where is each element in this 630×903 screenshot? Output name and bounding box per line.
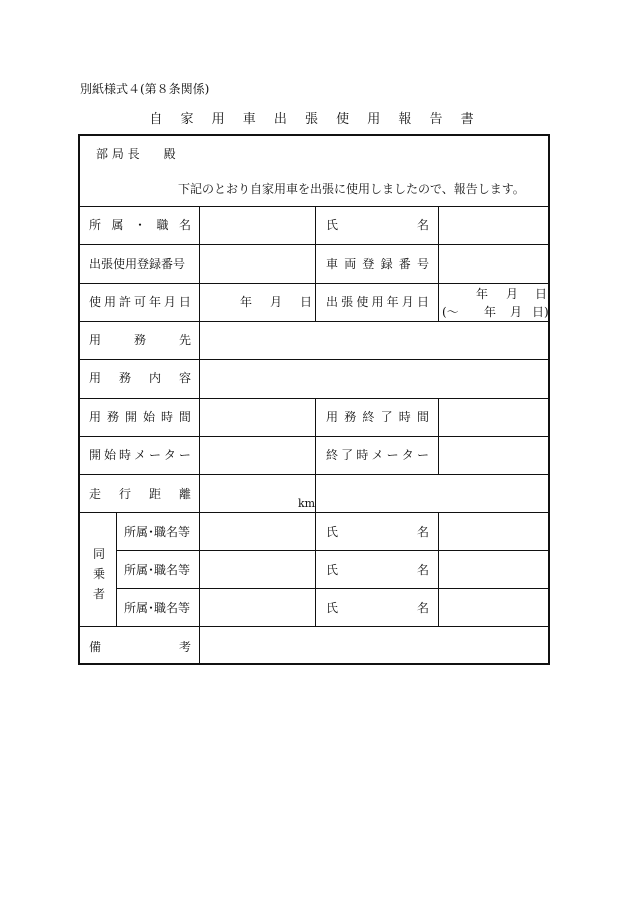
label-distance: 走 行 距 離 bbox=[89, 487, 191, 501]
affiliation-field[interactable] bbox=[200, 207, 314, 243]
label-name: 氏 名 bbox=[326, 218, 429, 232]
label-trip-date: 出 張 使 用 年 月 日 bbox=[326, 295, 429, 309]
permit-month-unit: 月 bbox=[270, 295, 283, 309]
label-start-meter: 開 始 時 メ ー タ ー bbox=[89, 448, 191, 462]
addressee: 部 局 長 殿 bbox=[96, 147, 176, 161]
label-end-meter: 終 了 時 メ ー タ ー bbox=[326, 448, 429, 462]
trip-range-month-unit: 月 bbox=[510, 305, 523, 319]
trip-range-close: 日) bbox=[532, 305, 549, 319]
passenger-1-name-field[interactable] bbox=[439, 513, 547, 549]
column-divider bbox=[315, 512, 316, 626]
trip-range-open: (～ bbox=[442, 305, 459, 319]
label-registration-no: 出張使用登録番号 bbox=[89, 257, 186, 271]
end-meter-field[interactable] bbox=[439, 437, 547, 473]
column-divider bbox=[315, 398, 316, 474]
trip-year-unit: 年 bbox=[476, 287, 489, 301]
label-passengers: 同乗者 bbox=[92, 547, 105, 601]
passenger-3-affiliation-label: 所属･職名等 bbox=[124, 601, 191, 615]
permit-day-unit: 日 bbox=[300, 295, 313, 309]
passenger-3-name-field[interactable] bbox=[439, 589, 547, 625]
distance-field[interactable] bbox=[200, 475, 314, 511]
destination-field[interactable] bbox=[200, 322, 547, 358]
column-divider bbox=[116, 512, 117, 626]
end-time-field[interactable] bbox=[439, 399, 547, 435]
purpose-field[interactable] bbox=[200, 360, 547, 397]
passenger-1-affiliation-label: 所属･職名等 bbox=[124, 525, 191, 539]
document-title: 自 家 用 車 出 張 使 用 報 告 書 bbox=[149, 112, 481, 127]
report-form-table bbox=[78, 134, 550, 665]
column-divider bbox=[315, 206, 316, 321]
start-time-field[interactable] bbox=[200, 399, 314, 435]
start-meter-field[interactable] bbox=[200, 437, 314, 473]
passenger-2-affiliation-field[interactable] bbox=[200, 551, 314, 587]
intro-statement: 下記のとおり自家用車を出張に使用しましたので、報告します。 bbox=[178, 182, 525, 196]
form-note: 別紙様式４(第８条関係) bbox=[80, 82, 210, 96]
passenger-1-name-label: 氏 名 bbox=[326, 525, 429, 539]
label-vehicle-no: 車 両 登 録 番 号 bbox=[326, 257, 429, 271]
column-divider bbox=[315, 474, 316, 512]
remarks-field[interactable] bbox=[200, 627, 547, 663]
row-divider bbox=[80, 474, 548, 475]
label-purpose: 用 務 内 容 bbox=[89, 371, 191, 385]
passenger-1-affiliation-field[interactable] bbox=[200, 513, 314, 549]
passenger-2-name-label: 氏 名 bbox=[326, 563, 429, 577]
trip-range-year-unit: 年 bbox=[484, 305, 497, 319]
passenger-3-affiliation-field[interactable] bbox=[200, 589, 314, 625]
trip-day-unit: 日 bbox=[535, 287, 548, 301]
label-remarks: 備 考 bbox=[89, 640, 191, 654]
passenger-2-affiliation-label: 所属･職名等 bbox=[124, 563, 191, 577]
label-permit-date: 使 用 許 可 年 月 日 bbox=[89, 295, 191, 309]
label-start-time: 用 務 開 始 時 間 bbox=[89, 410, 191, 424]
label-destination: 用 務 先 bbox=[89, 333, 191, 347]
km-unit: km bbox=[298, 497, 316, 510]
label-end-time: 用 務 終 了 時 間 bbox=[326, 410, 429, 424]
permit-year-unit: 年 bbox=[240, 295, 253, 309]
vehicle-no-field[interactable] bbox=[439, 245, 547, 282]
passenger-2-name-field[interactable] bbox=[439, 551, 547, 587]
permit-date-field[interactable] bbox=[200, 284, 314, 320]
registration-no-field[interactable] bbox=[200, 245, 314, 282]
name-field[interactable] bbox=[439, 207, 547, 243]
trip-month-unit: 月 bbox=[506, 287, 519, 301]
passenger-3-name-label: 氏 名 bbox=[326, 601, 429, 615]
label-affiliation: 所 属 ・ 職 名 bbox=[89, 218, 191, 232]
